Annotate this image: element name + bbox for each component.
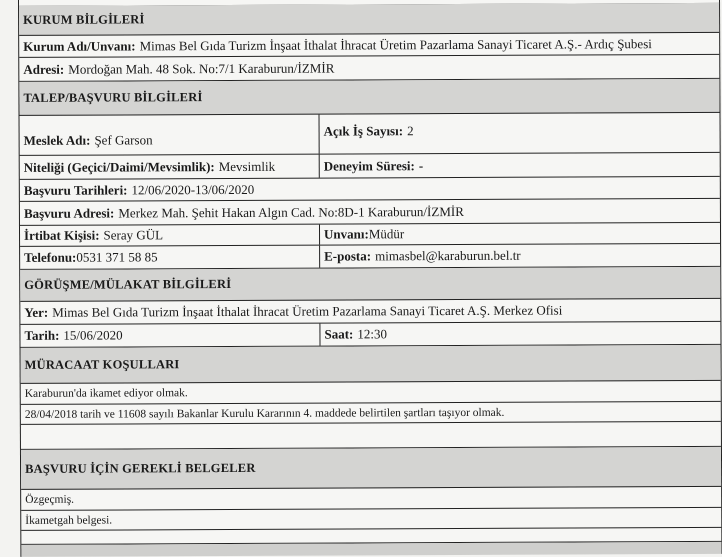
field-value: - [418,157,424,173]
row-telefon [20,244,720,270]
telefon-cell [20,246,320,269]
field-label: Meslek Adı: [23,132,91,148]
field-label: Başvuru Tarihleri: [23,181,128,198]
section-title: KURUM BİLGİLERİ [23,12,145,27]
empty-row [21,422,721,450]
bottom-header-strip [21,542,721,557]
field-value: mimasbel@karaburun.bel.tr [375,247,521,264]
field-label: Niteliği (Geçici/Daimi/Mevsimlik): [23,158,215,175]
tarih-cell [20,324,320,347]
row-basvuru-tarih [20,177,720,202]
field-value: Mimas Bel Gıda Turizm İnşaat İthalat İhracat Üretim Pazarlama Sanayi Ticaret A.Ş. Merkez Ofisi [52,302,563,320]
deneyim-cell [320,154,432,177]
section-title: GÖRÜŞME/MÜLAKAT BİLGİLERİ [24,276,232,292]
field-value: 12:30 [357,326,388,342]
section-header-kurum [19,3,719,36]
field-value: 15/06/2020 [63,327,123,343]
saat-cell [320,323,391,345]
kurum-adres-cell [19,57,338,81]
field-value: Mordoğan Mah. 48 Sok. No:7/1 Karaburun/İZMİR [68,60,335,77]
field-value: 0531 371 58 85 [76,249,158,265]
field-value: Seray GÜL [103,227,164,243]
irtibat-cell [20,225,320,246]
field-label: Adresi: [23,61,65,77]
form-table [18,0,722,557]
unvan-cell [320,224,408,244]
section-header-gorusme [20,267,720,302]
row-basvuru-adres [20,199,720,226]
field-label: Unvanı: [323,226,369,242]
eposta-cell [320,245,525,268]
field-label: Saat: [324,326,354,342]
field-label: İrtibat Kişisi: [23,227,100,243]
field-value: Mevsimlik [218,158,276,174]
niteligi-cell [20,155,320,179]
field-value: Mimas Bel Gıda Turizm İnşaat İthalat İhracat Üretim Pazarlama Sanayi Ticaret A.Ş.- Ardıç Şubesi [139,35,652,53]
section-title: MÜRACAAT KOŞULLARI [24,357,180,372]
section-header-talep [19,79,719,116]
row-yer [20,299,720,325]
row-kurum-adres [19,55,719,82]
field-label: Yer: [24,304,49,320]
list-item [21,381,721,405]
list-item [21,487,721,511]
field-value: Merkez Mah. Şehit Hakan Algın Cad. No:8D-1 Karaburun/İZMİR [118,203,464,220]
muracaat-item-1: Karaburun'da ikamet ediyor olmak. [24,387,188,400]
field-label: Açık İş Sayısı: [323,122,404,139]
row-niteligi [20,153,720,180]
yer-cell [20,300,566,324]
basvuru-adres-cell [20,200,468,225]
section-title: BAŞVURU İÇİN GEREKLİ BELGELER [25,460,256,476]
belge-item-1: Özgeçmiş. [25,493,75,506]
section-header-belgeler [21,447,721,490]
basvuru-tarih-cell [20,179,259,201]
section-header-muracaat [21,345,721,384]
meslek-cell [20,115,320,155]
belge-item-2: İkametgah belgesi. [25,514,113,527]
row-irtibat [20,223,720,247]
acik-is-cell [320,114,418,153]
section-title: TALEP/BAŞVURU BİLGİLERİ [23,90,203,105]
field-label: Deneyim Süresi: [323,157,415,174]
field-label: Kurum Adı/Unvanı: [23,37,136,54]
field-label: Tarih: [24,327,60,343]
field-value: 12/06/2020-13/06/2020 [131,181,255,197]
row-tarih-saat [20,322,720,348]
field-label: Telefonu: [24,249,77,265]
muracaat-item-2: 28/04/2018 tarih ve 11608 sayılı Bakanlar Kurulu Kararının 4. maddede belirtilen şartları taşıyor olmak. [24,406,505,421]
field-value: 2 [407,122,414,138]
row-meslek [20,113,720,156]
field-label: E-posta: [324,248,372,264]
field-label: Başvuru Adresi: [23,205,115,221]
field-value: Müdür [368,226,405,242]
field-value: Şef Garson [94,131,153,148]
row-kurum-adi [19,33,719,58]
kurum-adi-cell [19,33,656,57]
